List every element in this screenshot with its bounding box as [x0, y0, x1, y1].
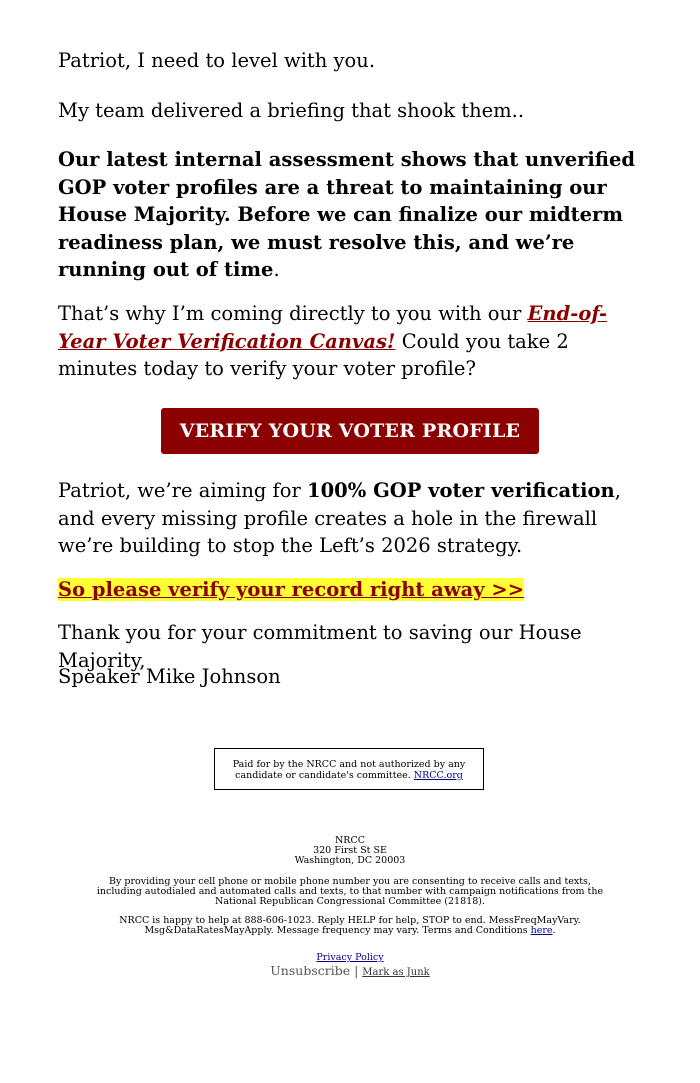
footer-address [0, 836, 700, 866]
footer-street: 320 First St SE [313, 845, 387, 856]
greeting-paragraph: Patriot, I need to level with you. [58, 49, 376, 72]
footer-help-text: NRCC is happy to help at 888-606-1023. Reply HELP for help, STOP to end. MessFreqMayVary. Msg&DataRatesMayApply. Message frequency may vary. Terms and Conditions [119, 915, 581, 936]
goal-intro-text: Patriot, we’re aiming for [58, 479, 308, 502]
signature: Speaker Mike Johnson [58, 665, 281, 688]
footer-consent: By providing your cell phone or mobile phone number you are consenting to receive calls and texts, including autodialed and automated calls and texts, to that number with campaign notifications from the National Republican Congressional Committee (21818). [96, 876, 604, 907]
cta-container [0, 408, 700, 454]
thank-you-paragraph: Thank you for your commitment to saving our House Majority, [58, 621, 582, 672]
verify-record-paragraph [58, 576, 648, 604]
footer-privacy [0, 953, 700, 963]
privacy-policy-link[interactable]: Privacy Policy [316, 952, 384, 963]
voter-verification-canvas-link[interactable]: End-of-Year Voter Verification Canvas! [58, 302, 608, 353]
footer-org: NRCC [334, 835, 365, 846]
nrcc-org-link[interactable]: NRCC.org [413, 770, 463, 781]
mark-as-junk-link[interactable]: Mark as Junk [362, 967, 430, 978]
footer-separator: | [350, 963, 363, 978]
canvas-request-text: Could you take 2 minutes today to verify your voter profile? [58, 329, 569, 380]
footer-help [90, 916, 610, 936]
paid-for-disclaimer [214, 748, 484, 790]
footer-unsubscribe-row [0, 964, 700, 980]
footer-help-period: . [552, 925, 556, 936]
verify-record-link[interactable]: So please verify your record right away >> [58, 578, 525, 601]
terms-here-link[interactable]: here [530, 925, 553, 936]
footer-city: Washington, DC 20003 [294, 855, 406, 866]
verify-voter-profile-button[interactable]: VERIFY YOUR VOTER PROFILE [161, 408, 539, 454]
unsubscribe-link[interactable]: Unsubscribe [270, 963, 351, 978]
canvas-intro-text: That’s why I’m coming directly to you with our [58, 302, 528, 325]
assessment-bold-text: Our latest internal assessment shows that unverified GOP voter profiles are a threat to maintaining our House Majority. Before we can finalize our midterm readiness plan, we must resolve this, and we’re running out of time [58, 148, 636, 281]
disclaimer-text: Paid for by the NRCC and not authorized by any candidate or candidate's committee. [232, 759, 466, 781]
assessment-period: . [273, 258, 280, 281]
goal-rest-text: , and every missing profile creates a hole in the firewall we’re building to stop the Left’s 2026 strategy. [58, 479, 621, 557]
canvas-paragraph [58, 300, 648, 383]
assessment-paragraph [58, 146, 648, 284]
briefing-paragraph: My team delivered a briefing that shook them.. [58, 99, 525, 122]
goal-bold-text: 100% GOP voter verification [307, 479, 615, 502]
goal-paragraph [58, 477, 648, 560]
